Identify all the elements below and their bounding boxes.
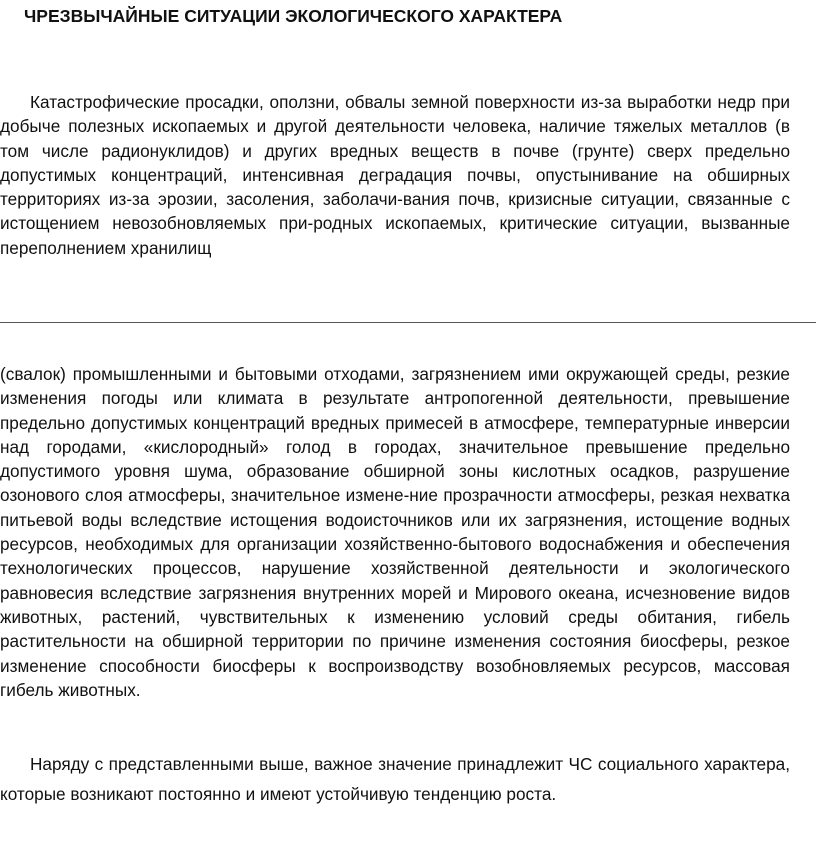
paragraph-3: Наряду с представленными выше, важное значение принадлежит ЧС социального характера, которые возникают постоянно и имеют устойчивую тенденцию роста. [0,754,790,804]
document-title: ЧРЕЗВЫЧАЙНЫЕ СИТУАЦИИ ЭКОЛОГИЧЕСКОГО ХАРАКТЕРА [24,6,563,26]
paragraph-1: Катастрофические просадки, оползни, обвалы земной поверхности из-за выработки недр при добыче полезных ископаемых и другой деятельности человека, наличие тяжелых металлов (в том числе радионуклидов) и других вредных веществ в почве (грунте) сверх предельно допустимых концентраций, интенсивная деградация почвы, опустынивание на обширных территориях из-за эрозии, засоления, заболачи-вания почв, кризисные ситуации, связанные с истощением невозобновляемых при-родных ископаемых, критические ситуации, вызванные переполнением хранилищ [0,92,790,258]
page-divider [0,322,816,323]
paragraph-2: (свалок) промышленными и бытовыми отходами, загрязнением ими окружающей среды, резкие изменения погоды или климата в результате антропогенной деятельности, превышение предельно допустимых концентраций вредных примесей в атмосфере, температурные инверсии над городами, «кислородный» голод в городах, значительное превышение предельно допустимого уровня шума, образование обширной зоны кислотных осадков, разрушение озонового слоя атмосферы, значительное измене-ние прозрачности атмосферы, резкая нехватка питьевой воды вследствие истощения водоисточников или их загрязнения, истощение водных ресурсов, необходимых для организации хозяйственно-бытового водоснабжения и обеспечения технологических процессов, нарушение хозяйственной деятельности и экологического равновесия вследствие загрязнения внутренних морей и Мирового океана, исчезновение видов животных, растений, чувствительных к изменению условий среды обитания, гибель растительности на обширной территории по причине изменения состояния биосферы, резкое изменение способности биосферы к воспроизводству возобновляемых ресурсов, массовая гибель животных. [0,364,790,700]
